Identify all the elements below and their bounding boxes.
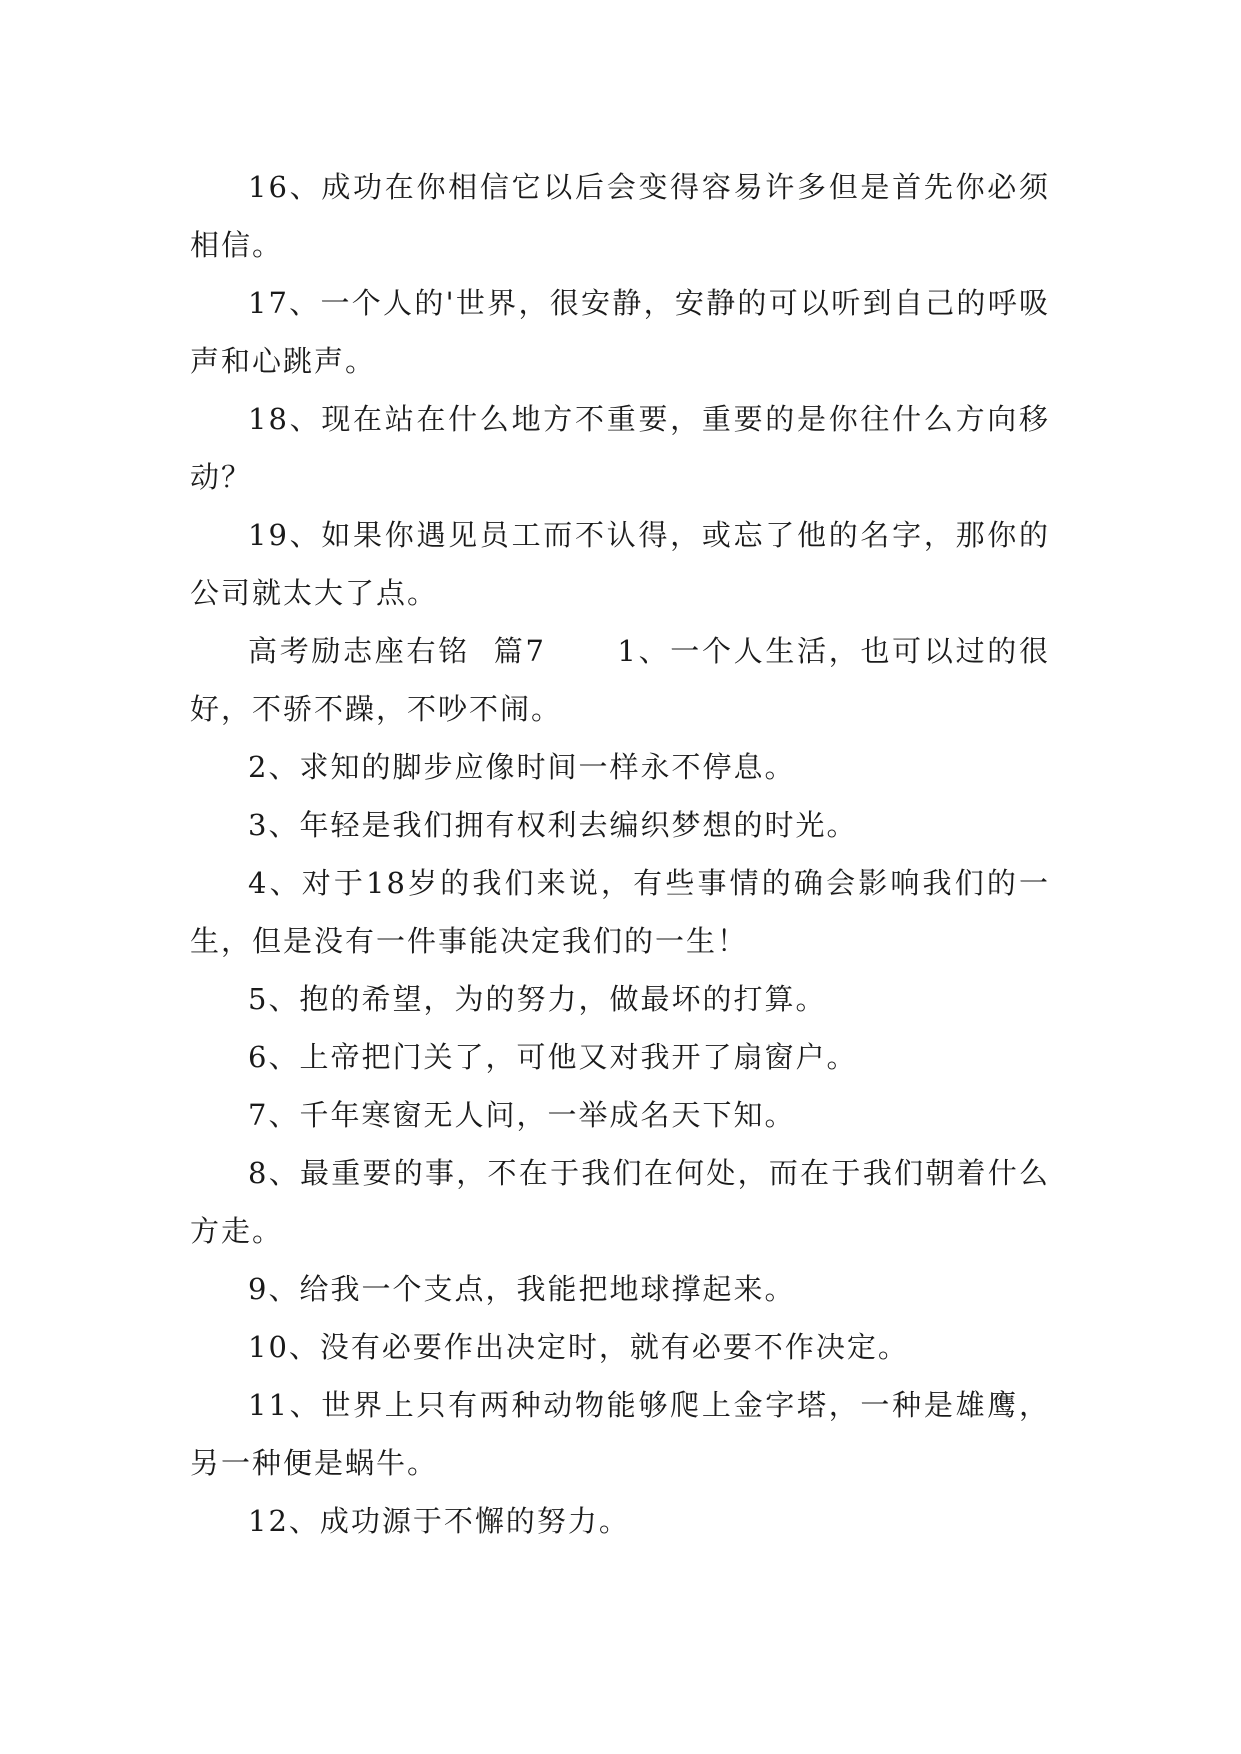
paragraph-4: 4、对于18岁的我们来说，有些事情的确会影响我们的一生，但是没有一件事能决定我们的一生！ xyxy=(190,866,1050,958)
paragraph-7: 7、千年寒窗无人问，一举成名天下知。 xyxy=(248,1098,796,1132)
section-heading-paragraph: 高考励志座右铭 篇7 1、一个人生活，也可以过的很好，不骄不躁，不吵不闹。 xyxy=(190,634,1050,726)
paragraph-2: 2、求知的脚步应像时间一样永不停息。 xyxy=(248,750,796,784)
paragraph-9: 9、给我一个支点，我能把地球撑起来。 xyxy=(248,1272,796,1306)
paragraph-17: 17、一个人的'世界，很安静，安静的可以听到自己的呼吸声和心跳声。 xyxy=(190,286,1050,378)
paragraph-19: 19、如果你遇见员工而不认得，或忘了他的名字，那你的公司就太大了点。 xyxy=(190,518,1050,610)
paragraph-12: 12、成功源于不懈的努力。 xyxy=(248,1504,630,1538)
paragraph-10: 10、没有必要作出决定时，就有必要不作决定。 xyxy=(248,1330,909,1364)
paragraph-6: 6、上帝把门关了，可他又对我开了扇窗户。 xyxy=(248,1040,858,1074)
paragraph-3: 3、年轻是我们拥有权利去编织梦想的时光。 xyxy=(248,808,858,842)
paragraph-16: 16、成功在你相信它以后会变得容易许多但是首先你必须相信。 xyxy=(190,170,1050,262)
paragraph-11: 11、世界上只有两种动物能够爬上金字塔，一种是雄鹰，另一种便是蜗牛。 xyxy=(190,1388,1050,1480)
paragraph-8: 8、最重要的事，不在于我们在何处，而在于我们朝着什么方走。 xyxy=(190,1156,1050,1248)
paragraph-5: 5、抱的希望，为的努力，做最坏的打算。 xyxy=(248,982,827,1016)
document-body xyxy=(190,158,1050,1550)
paragraph-18: 18、现在站在什么地方不重要，重要的是你往什么方向移动？ xyxy=(190,402,1050,494)
